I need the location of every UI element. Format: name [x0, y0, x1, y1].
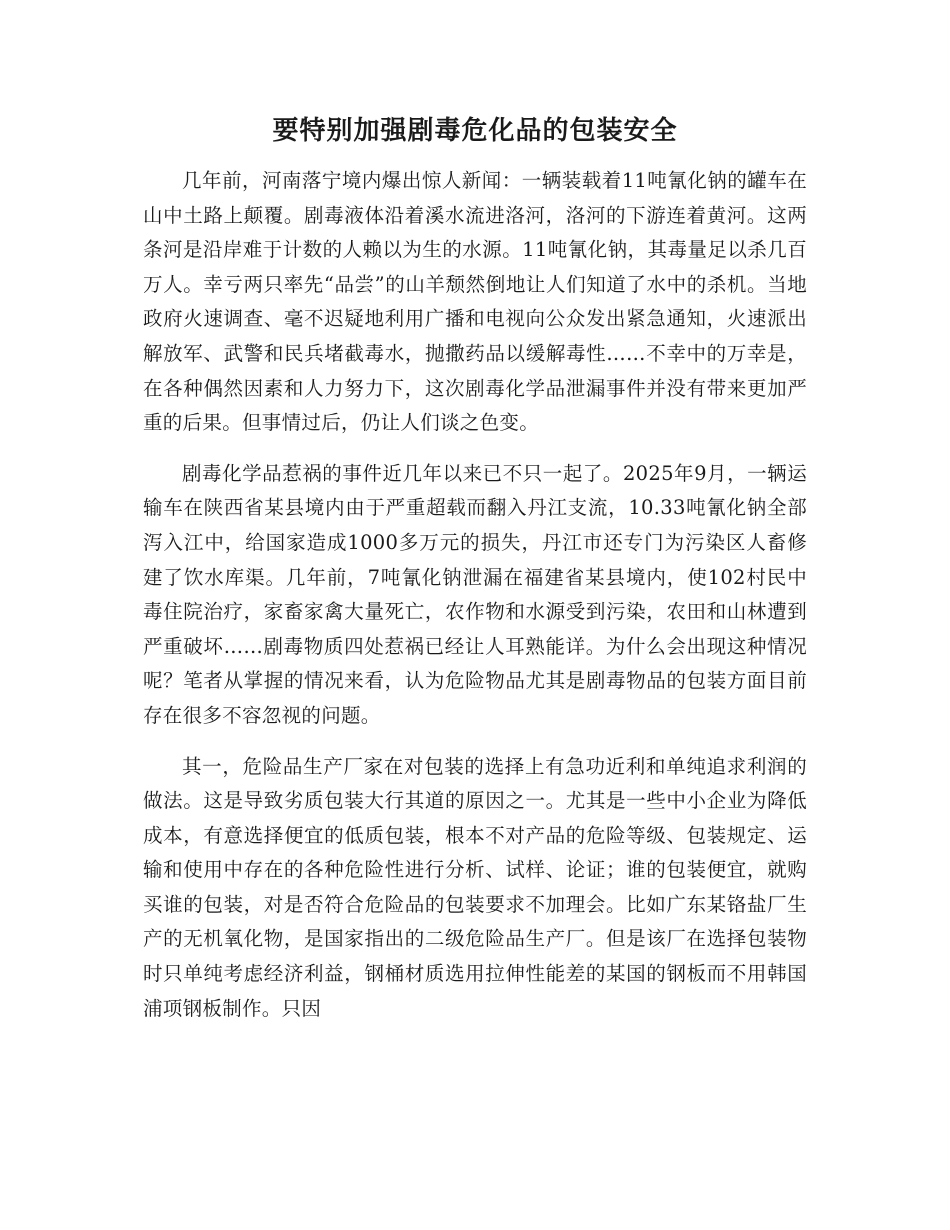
paragraph-3: 其一，危险品生产厂家在对包装的选择上有急功近利和单纯追求利润的做法。这是导致劣质包装大行其道的原因之一。尤其是一些中小企业为降低成本，有意选择便宜的低质包装，根本不对产品的危险等级、包装规定、运输和使用中存在的各种危险性进行分析、试样、论证；谁的包装便宜，就购买谁的包装，对是否符合危险品的包装要求不加理会。比如广东某铬盐厂生产的无机氧化物，是国家指出的二级危险品生产厂。但是该厂在选择包装物时只单纯考虑经济利益，钢桶材质选用拉伸性能差的某国的钢板而不用韩国浦项钢板制作。只因 [143, 754, 807, 1020]
document-title: 要特别加强剧毒危化品的包装安全 [272, 116, 678, 146]
document-page [143, 112, 807, 1026]
paragraph-1: 几年前，河南落宁境内爆出惊人新闻：一辆装载着11吨氰化钠的罐车在山中土路上颠覆。剧毒液体沿着溪水流进洛河，洛河的下游连着黄河。这两条河是沿岸难于计数的人赖以为生的水源。11吨氰化钠，其毒量足以杀几百万人。幸亏两只率先“品尝”的山羊颓然倒地让人们知道了水中的杀机。当地政府火速调查、毫不迟疑地利用广播和电视向公众发出紧急通知，火速派出解放军、武警和民兵堵截毒水，抛撒药品以缓解毒性……不幸中的万幸是，在各种偶然因素和人力努力下，这次剧毒化学品泄漏事件并没有带来更加严重的后果。但事情过后，仍让人们谈之色变。 [143, 169, 807, 435]
paragraph-2: 剧毒化学品惹祸的事件近几年以来已不只一起了。2025年9月，一辆运输车在陕西省某县境内由于严重超载而翻入丹江支流，10.33吨氰化钠全部泻入江中，给国家造成1000多万元的损失，丹江市还专门为污染区人畜修建了饮水库渠。几年前，7吨氰化钠泄漏在福建省某县境内，使102村民中毒住院治疗，家畜家禽大量死亡，农作物和水源受到污染，农田和山林遭到严重破坏……剧毒物质四处惹祸已经让人耳熟能详。为什么会出现这种情况呢？笔者从掌握的情况来看，认为危险物品尤其是剧毒物品的包装方面目前存在很多不容忽视的问题。 [143, 461, 807, 727]
